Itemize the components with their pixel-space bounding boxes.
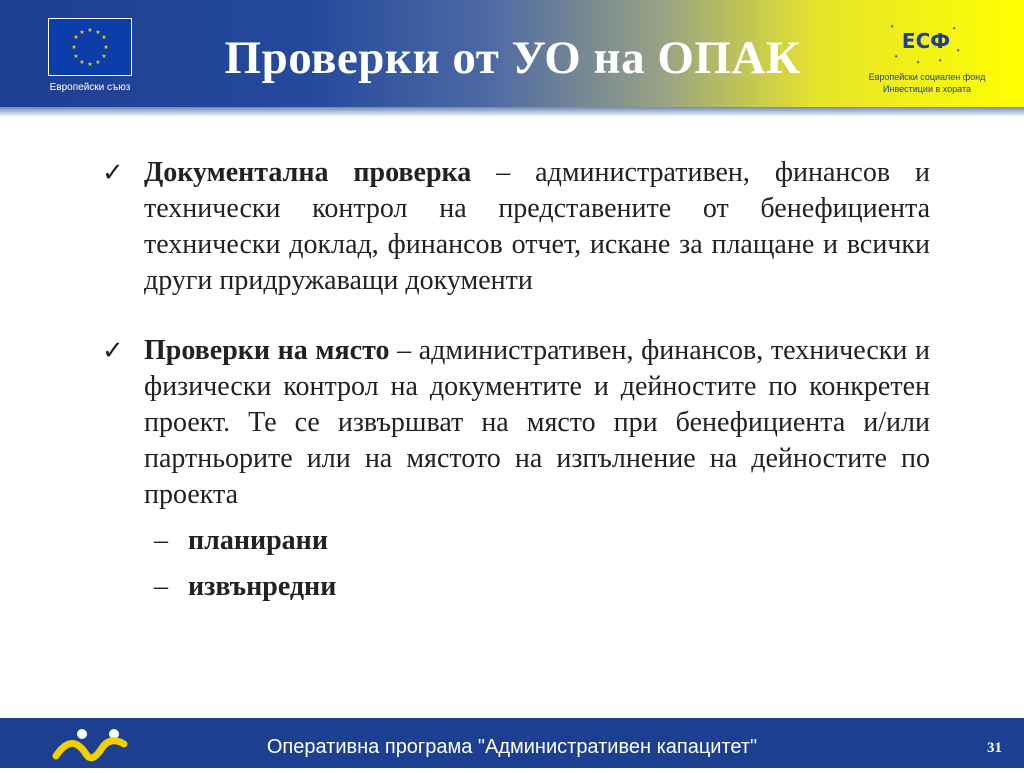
bullet-paragraph [144,333,930,513]
svg-text:★: ★ [101,34,107,41]
svg-text:✦: ✦ [956,48,961,54]
footer-program-title: Оперативна програма "Административен капацитет" [266,736,758,758]
bullet-item [100,155,930,299]
slide-body [100,155,930,605]
slide-title: Проверки от УО на ОПАК [224,32,801,84]
svg-text:✦: ✦ [890,24,895,30]
sub-bullet: – планирани [154,525,328,556]
eu-flag-icon [48,18,132,76]
esf-logo [862,14,992,100]
page-number: 31 [987,740,1002,756]
sub-bullet: – извънредни [154,571,337,602]
svg-text:★: ★ [95,29,101,36]
esf-label-line2: Инвестиции в хората [882,84,971,94]
svg-text:★: ★ [71,44,77,51]
svg-text:✦: ✦ [916,60,921,66]
svg-text:★: ★ [101,53,107,60]
sub-bullet-text: извънредни [188,571,337,602]
svg-text:★: ★ [87,27,93,34]
svg-text:★: ★ [79,29,85,36]
svg-text:★: ★ [103,44,109,51]
esf-mark-icon [886,18,966,68]
bullet-text: – административен, финансов, технически и физически контрол на документите и дейностите по конкретен проект. Те се извършват на място при бенефициента и/или партньорите или на мястото на изпълнение на дейностите по проекта [144,335,930,510]
svg-text:★: ★ [79,59,85,66]
eu-label: Европейски съюз [49,82,131,93]
sub-bullet-text: планирани [188,525,328,556]
svg-text:★: ★ [95,59,101,66]
bullet-heading: Проверки на място [144,335,390,366]
svg-text:★: ★ [73,53,79,60]
bullet-paragraph [144,155,930,299]
bullet-item [100,333,930,605]
svg-text:★: ★ [87,61,93,68]
eu-logo [38,12,142,100]
svg-text:✦: ✦ [952,26,957,32]
esf-label-line1: Европейски социален фонд [868,72,986,82]
header-shadow [0,107,1024,117]
svg-text:★: ★ [73,34,79,41]
svg-text:✦: ✦ [938,58,943,64]
checkmark-icon: ✓ [102,158,124,187]
bullet-heading: Документална проверка [144,157,472,188]
checkmark-icon: ✓ [102,336,124,365]
svg-text:✦: ✦ [894,54,899,60]
bullet-text: – административен, финансов и технически контрол на представените от бенефициента технически доклад, финансов отчет, искане за плащане и всички други придружаващи документи [144,157,930,296]
esf-logo-text: ЕСФ [901,29,951,53]
